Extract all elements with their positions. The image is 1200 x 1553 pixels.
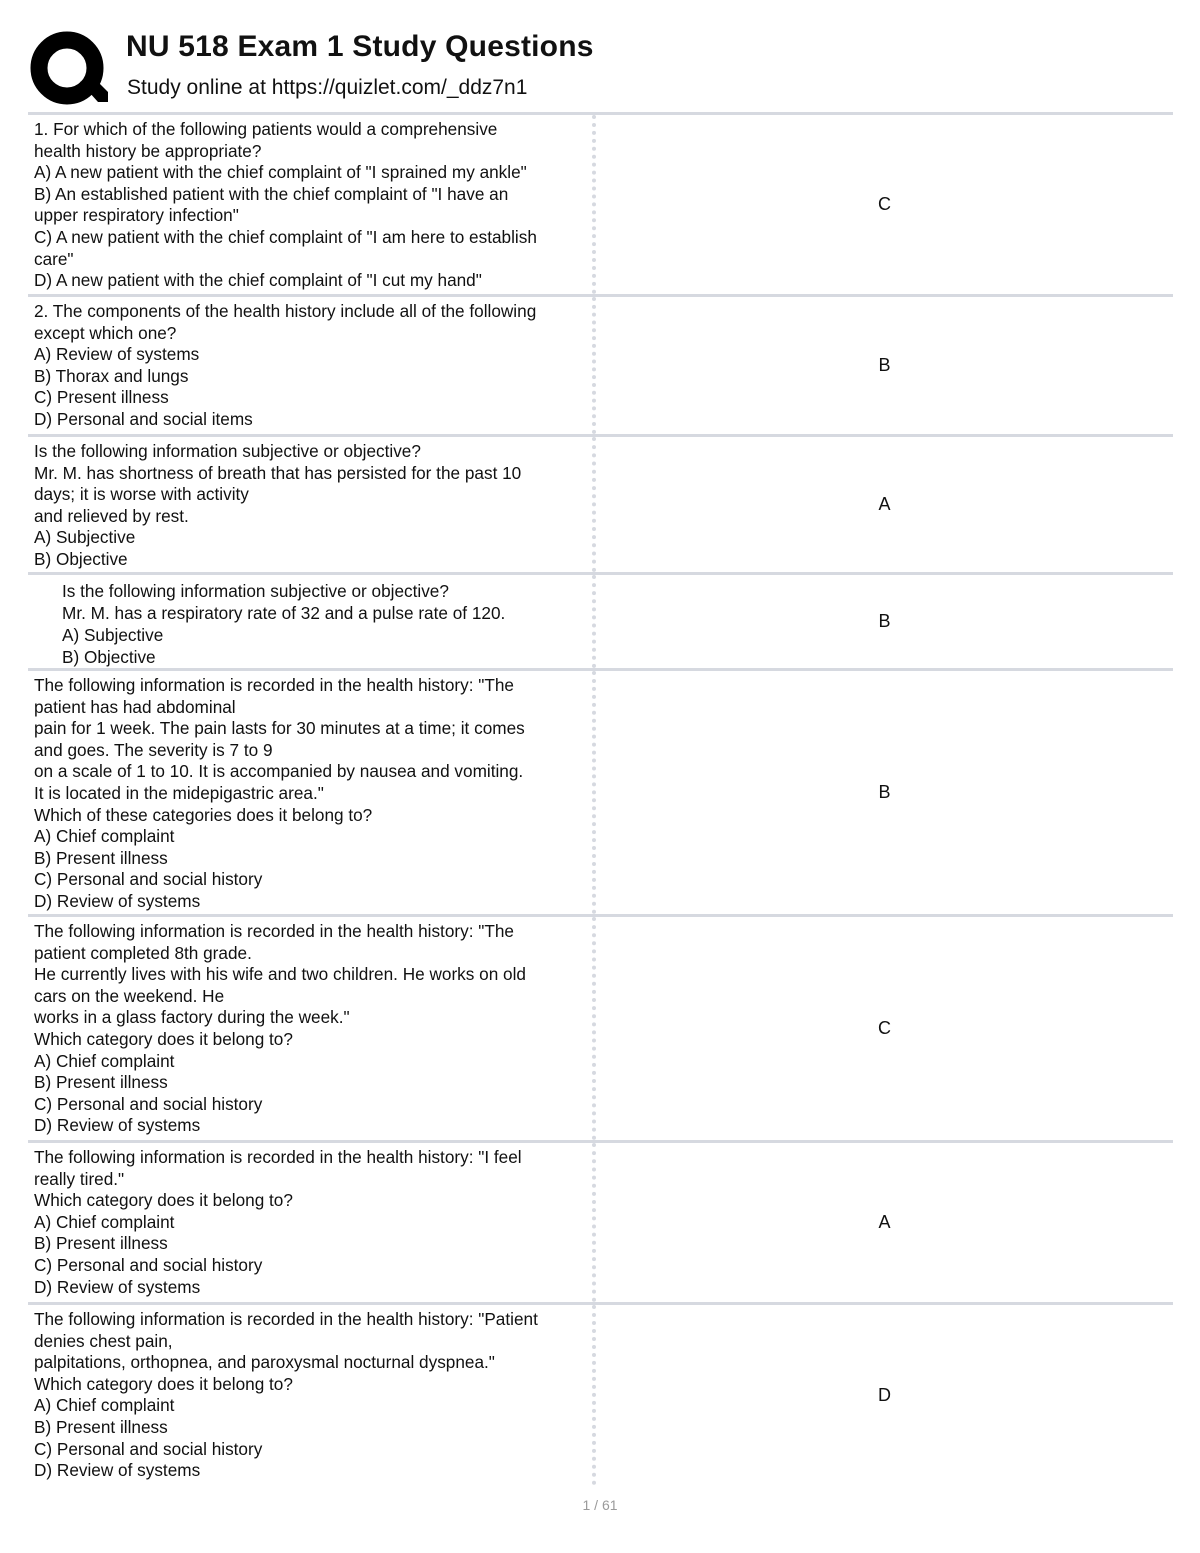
page-title: NU 518 Exam 1 Study Questions — [126, 30, 594, 63]
question-text: The following information is recorded in the health history: "I feel really tired." Which category does it belong to? A) Chief complaint B) Present illness C) Personal and social history D) Review of systems — [28, 1143, 596, 1302]
flashcard — [28, 917, 1173, 1143]
question-text: The following information is recorded in the health history: "Patient denies chest pain, palpitations, orthopnea, and paroxysmal nocturnal dyspnea." Which category does it belong to? A) Chief complaint B) Present illness C) Personal and social history D) Review of systems — [28, 1305, 596, 1485]
flashcard — [28, 1143, 1173, 1305]
flashcard — [28, 115, 1173, 297]
question-text: Is the following information subjective or objective? Mr. M. has a respiratory rate of 32 and a pulse rate of 120. A) Subjective B) Objective — [28, 575, 596, 668]
question-text: Is the following information subjective or objective? Mr. M. has shortness of breath that has persisted for the past 10 days; it is worse with activity and relieved by rest. A) Subjective B) Objective — [28, 437, 596, 572]
flashcard — [28, 1305, 1173, 1485]
question-text: 2. The components of the health history include all of the following except which one? A) Review of systems B) Thorax and lungs C) Present illness D) Personal and social items — [28, 297, 596, 434]
answer-text: B — [878, 782, 891, 802]
question-text: The following information is recorded in the health history: "The patient completed 8th grade. He currently lives with his wife and two children. He works on old cars on the weekend. He works in a glass factory during the week." Which category does it belong to? A) Chief complaint B) Present illness C) Personal and social history D) Review of systems — [28, 917, 596, 1140]
answer-text: C — [878, 1018, 891, 1038]
quizlet-q-logo-icon — [30, 30, 108, 106]
answer-text: A — [878, 494, 891, 514]
page-header — [0, 0, 1200, 112]
flashcard — [28, 297, 1173, 437]
answer-text: C — [878, 194, 891, 214]
flashcard — [28, 671, 1173, 917]
flashcard-list — [28, 112, 1173, 1485]
answer-text: B — [878, 611, 891, 631]
flashcard — [28, 437, 1173, 575]
flashcard — [28, 575, 1173, 671]
study-online-link[interactable]: Study online at https://quizlet.com/_ddz7n1 — [127, 76, 528, 99]
answer-text: B — [878, 355, 891, 375]
answer-text: A — [878, 1212, 891, 1232]
answer-text: D — [878, 1384, 891, 1405]
question-text: The following information is recorded in the health history: "The patient has had abdominal pain for 1 week. The pain lasts for 30 minutes at a time; it comes and goes. The severity is 7 to 9 on a scale of 1 to 10. It is accompanied by nausea and vomiting. It is located in the midepigastric area." Which of these categories does it belong to? A) Chief complaint B) Present illness C) Personal and social history D) Review of systems — [28, 671, 596, 914]
page-number: 1 / 61 — [582, 1497, 618, 1513]
question-text: 1. For which of the following patients would a comprehensive health history be appropriate? A) A new patient with the chief complaint of "I sprained my ankle" B) An established patient with the chief complaint of "I have an upper respiratory infection" C) A new patient with the chief complaint of "I am here to establish care" D) A new patient with the chief complaint of "I cut my hand" — [28, 115, 596, 294]
